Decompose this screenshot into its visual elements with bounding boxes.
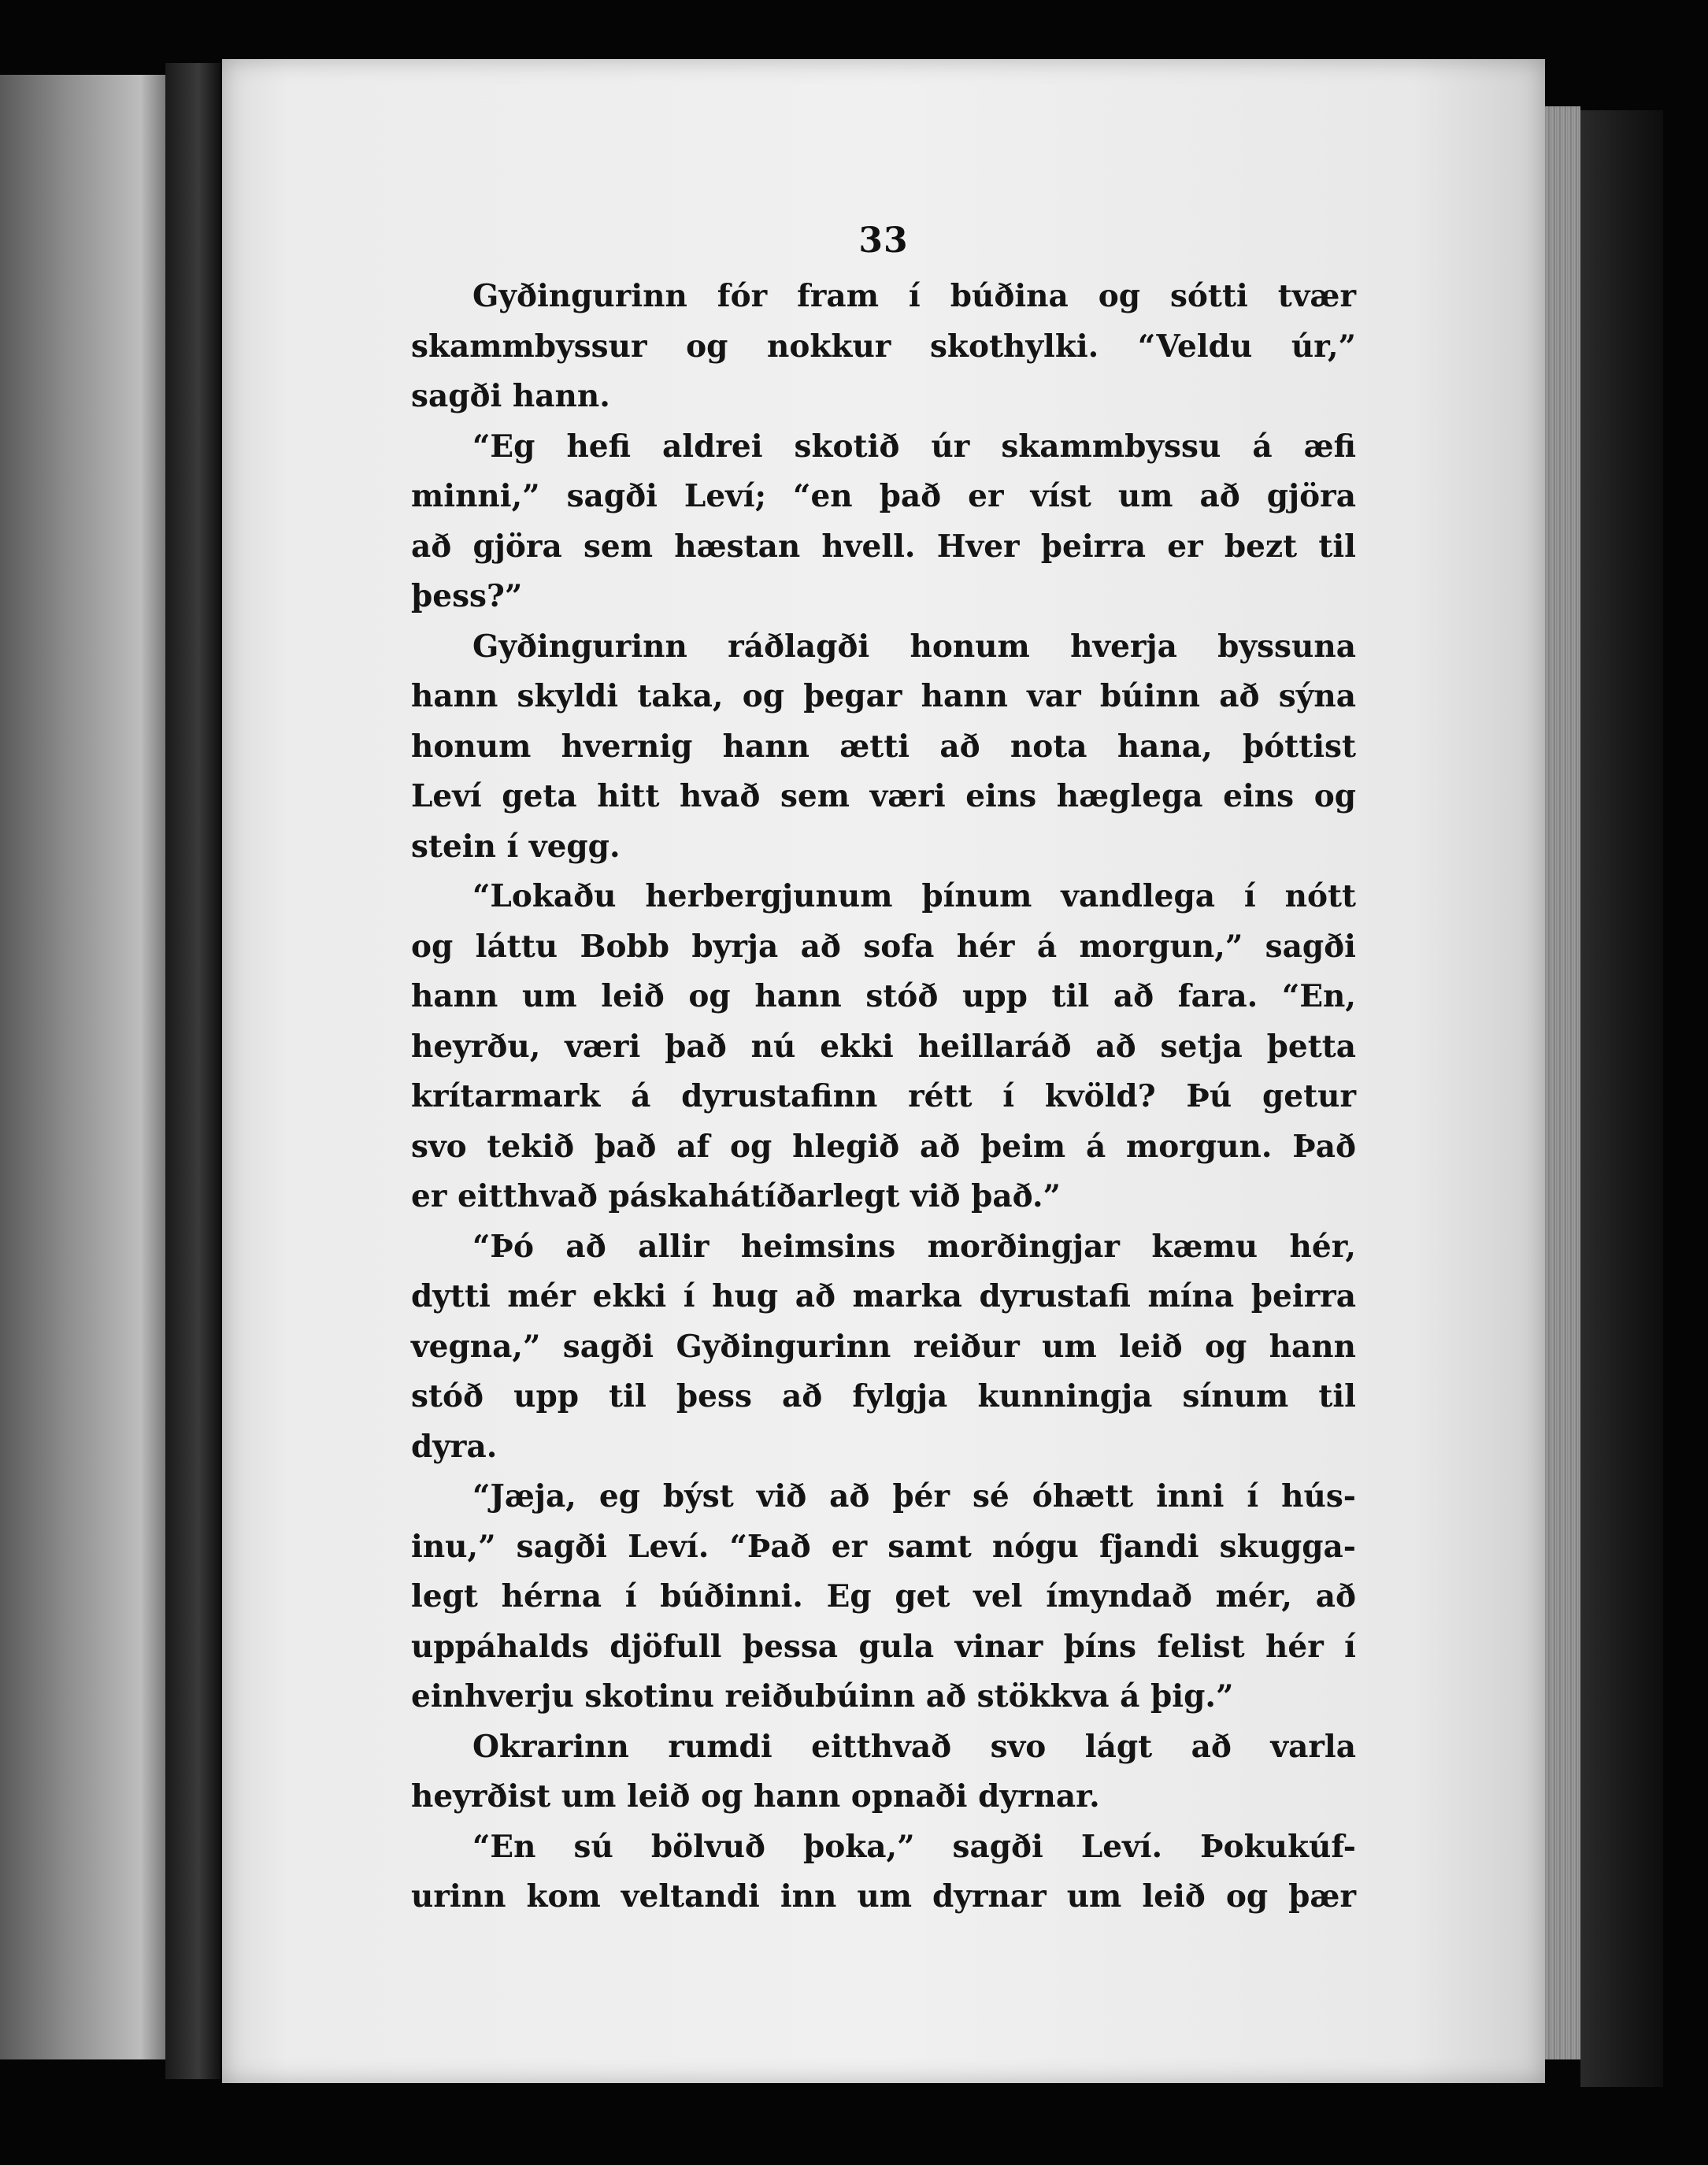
text-line: honum hvernig hann ætti að nota hana, þóttist: [411, 728, 1356, 765]
text-line: “En sú bölvuð þoka,” sagði Leví. Þokukúf-: [472, 1828, 1356, 1865]
text-line: uppáhalds djöfull þessa gula vinar þíns felist hér í: [411, 1628, 1356, 1665]
text-line: dyra.: [411, 1428, 498, 1465]
text-line: stóð upp til þess að fylgja kunningja sínum til: [411, 1378, 1356, 1414]
text-line: “Lokaðu herbergjunum þínum vandlega í nótt: [472, 878, 1356, 914]
text-line: heyrðist um leið og hann opnaði dyrnar.: [411, 1778, 1100, 1815]
facing-page-edge: [0, 75, 165, 2059]
text-line: dytti mér ekki í hug að marka dyrustafi mína þeirra: [411, 1278, 1356, 1314]
text-line: hann skyldi taka, og þegar hann var búinn að sýna: [411, 678, 1356, 714]
text-line: “Þó að allir heimsins morðingjar kæmu hér,: [472, 1228, 1356, 1265]
text-line: hann um leið og hann stóð upp til að fara. “En,: [411, 978, 1356, 1014]
text-line: og láttu Bobb byrja að sofa hér á morgun,” sagði: [411, 928, 1356, 965]
text-line: einhverju skotinu reiðubúinn að stökkva á þig.”: [411, 1678, 1234, 1715]
text-line: “Eg hefi aldrei skotið úr skammbyssu á æfi: [472, 428, 1356, 465]
text-line: stein í vegg.: [411, 828, 621, 865]
page-body-text: [411, 272, 1356, 1922]
text-line: “Jæja, eg býst við að þér sé óhætt inni í hús-: [472, 1478, 1356, 1514]
text-line: sagði hann.: [411, 378, 610, 414]
book-page: [222, 59, 1545, 2083]
text-line: svo tekið það af og hlegið að þeim á morgun. Það: [411, 1128, 1356, 1165]
text-line: Okrarinn rumdi eitthvað svo lágt að varla: [472, 1728, 1356, 1765]
text-line: Gyðingurinn fór fram í búðina og sótti tvær: [472, 278, 1356, 314]
text-line: að gjöra sem hæstan hvell. Hver þeirra er bezt til: [411, 528, 1356, 565]
book-gutter: [165, 63, 220, 2079]
text-line: krítarmark á dyrustafinn rétt í kvöld? Þú getur: [411, 1078, 1356, 1114]
book-cover: [1580, 110, 1663, 2087]
text-line: er eitthvað páskahátíðarlegt við það.”: [411, 1178, 1061, 1214]
text-line: inu,” sagði Leví. “Það er samt nógu fjandi skugga-: [411, 1528, 1356, 1565]
text-line: urinn kom veltandi inn um dyrnar um leið og þær: [411, 1878, 1356, 1915]
text-line: legt hérna í búðinni. Eg get vel ímyndað mér, að: [411, 1578, 1356, 1614]
text-line: Leví geta hitt hvað sem væri eins hæglega eins og: [411, 778, 1356, 814]
text-line: þess?”: [411, 578, 523, 614]
text-line: vegna,” sagði Gyðingurinn reiður um leið og hann: [411, 1328, 1356, 1365]
page-number: 33: [858, 221, 909, 261]
text-line: Gyðingurinn ráðlagði honum hverja byssuna: [472, 628, 1356, 665]
text-line: skammbyssur og nokkur skothylki. “Veldu úr,”: [411, 328, 1356, 365]
text-line: minni,” sagði Leví; “en það er víst um að gjöra: [411, 478, 1356, 514]
page-edges: [1545, 106, 1580, 2059]
text-line: heyrðu, væri það nú ekki heillaráð að setja þetta: [411, 1028, 1356, 1065]
